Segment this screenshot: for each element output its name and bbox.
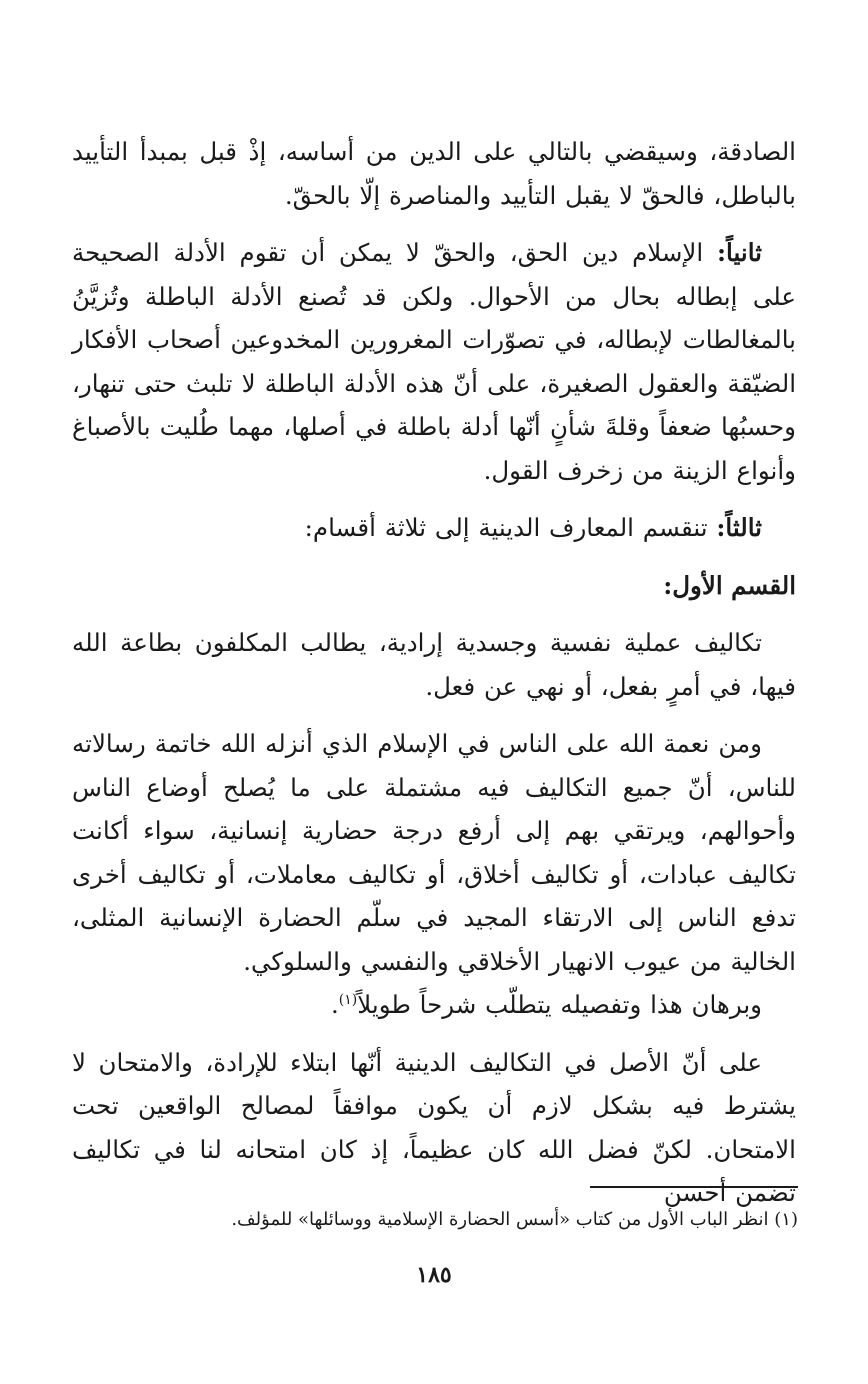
footnote-marker: (١)	[338, 991, 358, 1008]
paragraph-6	[72, 983, 796, 1027]
paragraph-7-text: على أنّ الأصل في التكاليف الدينية أنّها ابتلاء للإرادة، والامتحان لا يشترط فيه بشكل لازم أن يكون موافقاً لمصالح الواقعين تحت الامتحان. لكنّ فضل الله كان عظيماً، إذ كان امتحانه لنا في تكاليف تضمن أحسن	[72, 1047, 796, 1207]
footnote-divider	[590, 1186, 798, 1188]
paragraph-1-text: الصادقة، وسيقضي بالتالي على الدين من أساسه، إذْ قبل بمبدأ التأييد بالباطل، فالحقّ لا يقبل التأييد والمناصرة إلّا بالحقّ.	[72, 137, 796, 210]
page-body	[72, 130, 796, 1215]
paragraph-5-text: ومن نعمة الله على الناس في الإسلام الذي أنزله الله خاتمة رسالاته للناس، أنّ جميع التكاليف فيه مشتملة على ما يُصلح أوضاع الناس وأحوالهم، ويرتقي بهم إلى أرفع درجة حضارية إنسانية، سواء أكانت تكاليف عبادات، أو تكاليف أخلاق، أو تكاليف معاملات، أو تكاليف أخرى تدفع الناس إلى الارتقاء المجيد في سلّم الحضارة الإنسانية المثلى، الخالية من عيوب الانهيار الأخلاقي والنفسي والسلوكي.	[72, 729, 796, 976]
paragraph-2-text: الإسلام دين الحق، والحقّ لا يمكن أن تقوم الأدلة الصحيحة على إبطاله بحال من الأحوال. ولكن قد تُصنع الأدلة الباطلة وتُزيَّنُ بالمغالطات لإبطاله، في تصوّرات المغرورين المخدوعين أصحاب الأفكار الضيّقة والعقول الصغيرة، على أنّ هذه الأدلة الباطلة لا تلبث حتى تنهار، وحسبُها ضعفاً وقلةَ شأنٍ أنّها أدلة باطلة في أصلها، مهما طُليت بالأصباغ وأنواع الزينة من زخرف القول.	[72, 238, 796, 485]
paragraph-2-lead: ثانياً:	[716, 238, 762, 267]
paragraph-2	[72, 231, 796, 492]
paragraph-3	[72, 506, 796, 550]
paragraph-7	[72, 1041, 796, 1215]
paragraph-3-text: تنقسم المعارف الدينية إلى ثلاثة أقسام:	[304, 513, 717, 542]
paragraph-4	[72, 621, 796, 708]
page-number: ١٨٥	[416, 1262, 452, 1288]
paragraph-6-end: .	[331, 990, 339, 1019]
paragraph-4-text: تكاليف عملية نفسية وجسدية إرادية، يطالب المكلفون بطاعة الله فيها، في أمرٍ بفعل، أو نهي عن فعل.	[72, 628, 796, 701]
section-heading: القسم الأول:	[663, 570, 796, 600]
paragraph-3-lead: ثالثاً:	[716, 513, 762, 542]
paragraph-1	[72, 130, 796, 217]
paragraph-6-text: وبرهان هذا وتفصيله يتطلّب شرحاً طويلاً	[357, 990, 762, 1019]
footnote: (١) انظر الباب الأول من كتاب «أسس الحضارة الإسلامية ووسائلها» للمؤلف.	[231, 1209, 798, 1230]
paragraph-5	[72, 722, 796, 983]
